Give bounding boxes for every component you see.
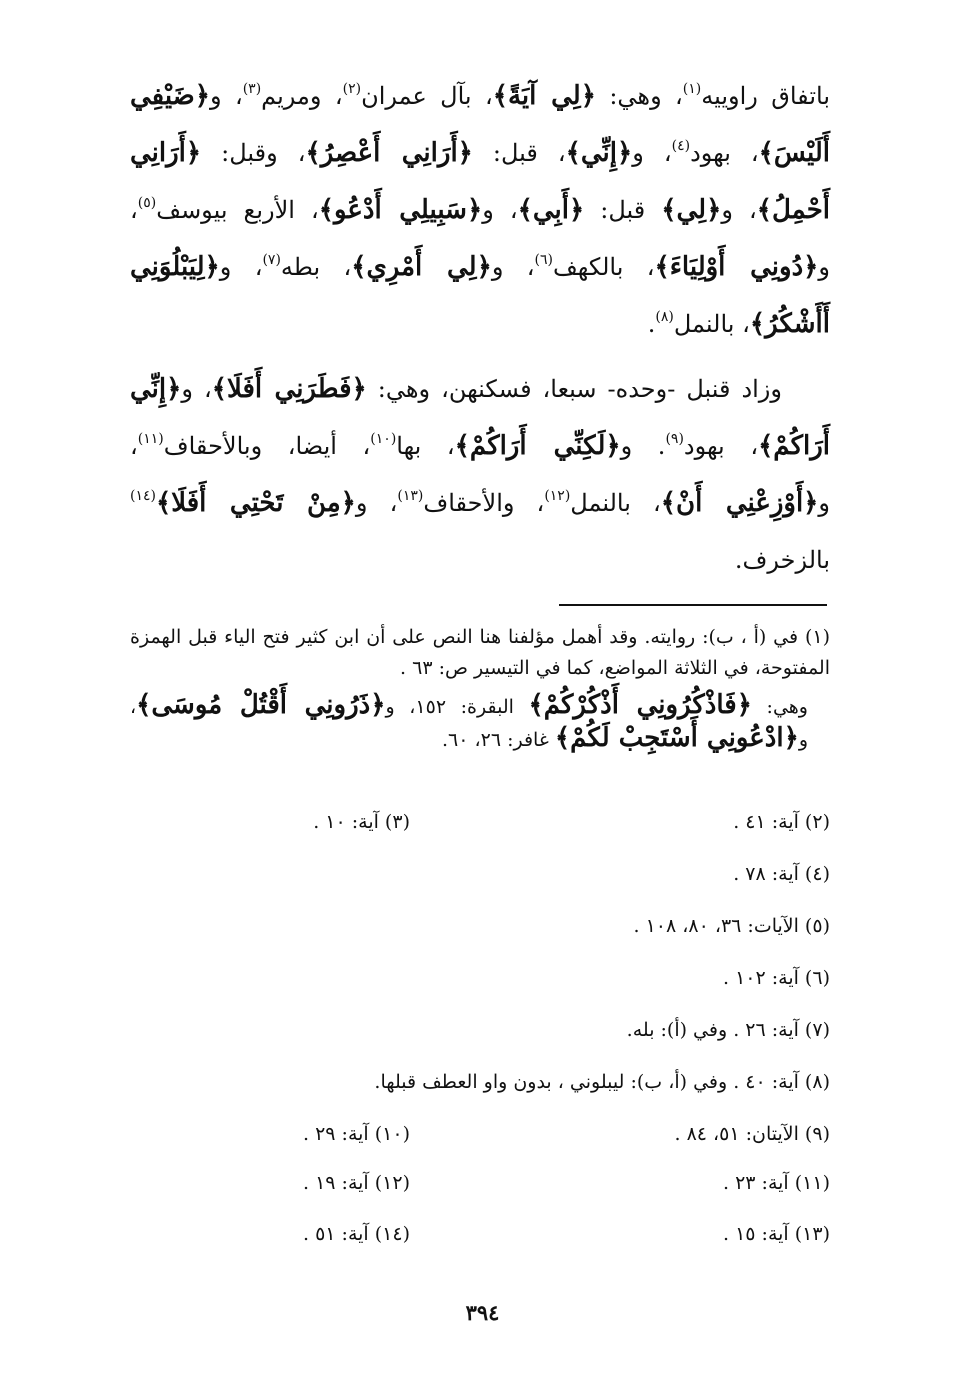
footnote-ref: (٩) [665, 431, 684, 447]
quran-phrase: ﴿فَاذْكُرُونِي أَذْكُرْكُمْ﴾ [528, 690, 752, 720]
footnote-ref: (٢) [342, 81, 362, 97]
footnote-5: (٥) الآيات: ٣٦، ٨٠، ١٠٨ . [633, 915, 830, 937]
quran-phrase: ﴿لِي﴾ [661, 195, 722, 225]
footnote-ref: (١) [682, 81, 702, 97]
footnote-13: (١٣) آية: ١٥ . [722, 1223, 830, 1245]
main-text [130, 68, 830, 589]
quran-phrase: ﴿أَبِي﴾ [517, 195, 585, 225]
footnote-1-continued: وهي: ﴿فَاذْكُرُونِي أَذْكُرْكُمْ﴾ البقرة: ١٥٢، و﴿ذَرُونِي أَقْتُلْ مُوسَى﴾، و﴿ادْعُونِي أَسْتَجِبْ لَكُمْ﴾ غافر: ٢٦، ٦٠. [130, 690, 808, 753]
quran-phrase: ﴿لِيَبْلُوَنِي أَأَشْكُرُ﴾ [130, 252, 830, 339]
footnote-9: (٩) الآيتان: ٥١، ٨٤ . [674, 1123, 830, 1145]
footnote-2: (٢) آية: ٤١ . [733, 811, 830, 833]
footnote-3: (٣) آية: ١٠ . [313, 811, 410, 833]
page-number: ٣٩٤ [465, 1300, 500, 1325]
quran-phrase: ﴿دُونِي أَوْلِيَاءَ﴾ [654, 252, 819, 282]
quran-phrase: ﴿ذَرُونِي أَقْتُلْ مُوسَى﴾ [136, 690, 386, 720]
footnote-ref: (١١) [137, 431, 164, 447]
footnote-ref: (٨) [655, 309, 674, 325]
quran-phrase: ﴿ادْعُونِي أَسْتَجِبْ لَكُمْ﴾ [554, 723, 799, 753]
footnote-ref: (١٤) [130, 488, 156, 504]
quran-phrase: ﴿إِنِّي﴾ [565, 138, 633, 168]
footnote-7: (٧) آية: ٢٦ . وفي (أ): بله. [626, 1019, 830, 1041]
footnote-ref: (١٠) [370, 431, 397, 447]
quran-phrase: ﴿إِنِّي أَرَاكُمْ﴾ [130, 374, 830, 461]
footnotes [130, 622, 830, 762]
quran-phrase: ﴿فَطَرَنِي أَفَلَا﴾ [211, 374, 367, 404]
footnote-11: (١١) آية: ٢٣ . [722, 1172, 830, 1194]
paragraph-1: باتفاق راوييه$^{(١)}$، وهي: ﴿لِي آيَةً﴾، بآل عمران$^{(٢)}$، ومريم$^{(٣)}$، و﴿ضَيْفِي أَلَيْسَ﴾، بهود$^{(٤)}$، و﴿إِنِّي﴾، قبل: ﴿أَرَانِي أَعْصِرُ﴾، وقبل: ﴿أَرَانِي أَحْمِلُ﴾، و﴿لِي﴾ قبل: ﴿أَبِي﴾، و﴿سَبِيلِي أَدْعُو﴾، الأربع بيوسف$^{(٥)}$، و﴿دُونِي أَوْلِيَاءَ﴾، بالكهف$^{(٦)}$، و﴿لِي أَمْرِي﴾، بطه$^{(٧)}$، و﴿لِيَبْلُوَنِي أَأَشْكُرُ﴾، بالنمل$^{(٨)}$. [130, 81, 831, 339]
quran-phrase: ﴿لِي أَمْرِي﴾ [351, 252, 492, 282]
quran-phrase: ﴿ضَيْفِي أَلَيْسَ﴾ [130, 81, 831, 168]
footnote-1: (١) في (أ ، ب): روايته. وقد أهمل مؤلفنا هنا النص على أن ابن كثير فتح الياء قبل الهمزة المفتوحة، في الثلاثة المواضع، كما في التيسير ص: ٦٣ . [130, 626, 830, 679]
paragraph-2: وزاد قنبل -وحده- سبعا، فسكنهن، وهي: ﴿فَطَرَنِي أَفَلَا﴾، و﴿إِنِّي أَرَاكُمْ﴾، بهود$^{(٩)}$. و﴿لَكِنِّي أَرَاكُمْ﴾، بها$^{(١٠)}$، أيضا، وبالأحقاف$^{(١١)}$، و﴿أَوْزِعْنِي أَنْ﴾، بالنمل$^{(١٢)}$، والأحقاف$^{(١٣)}$، و﴿مِنْ تَحْتِي أَفَلَا﴾$^{(١٤)}$ بالزخرف. [130, 374, 831, 574]
footnote-12: (١٢) آية: ١٩ . [302, 1172, 410, 1194]
footnote-ref: (١٢) [544, 488, 571, 504]
footnote-ref: (٦) [534, 252, 553, 268]
footnote-4: (٤) آية: ٧٨ . [733, 863, 830, 885]
footnote-ref: (٥) [137, 195, 157, 211]
quran-phrase: ﴿أَرَانِي أَحْمِلُ﴾ [130, 138, 830, 225]
quran-phrase: ﴿مِنْ تَحْتِي أَفَلَا﴾ [155, 488, 356, 518]
quran-phrase: ﴿لَكِنِّي أَرَاكُمْ﴾ [454, 431, 621, 461]
footnote-ref: (٧) [262, 252, 281, 268]
footnote-10: (١٠) آية: ٢٩ . [302, 1123, 410, 1145]
footnote-ref: (٤) [671, 138, 691, 154]
footnote-6: (٦) آية: ١٠٢ . [722, 967, 830, 989]
quran-phrase: ﴿أَرَانِي أَعْصِرُ﴾ [305, 138, 473, 168]
footnote-ref: (١٣) [397, 488, 424, 504]
footnote-14: (١٤) آية: ٥١ . [302, 1223, 410, 1245]
quran-phrase: ﴿أَوْزِعْنِي أَنْ﴾ [660, 488, 819, 518]
quran-phrase: ﴿لِي آيَةً﴾ [492, 81, 596, 111]
footnote-separator [559, 604, 827, 606]
quran-phrase: ﴿سَبِيلِي أَدْعُو﴾ [318, 195, 483, 225]
footnote-8: (٨) آية: ٤٠ . وفي (أ، ب): ليبلوني ، بدون واو العطف قبلها. [374, 1071, 830, 1093]
footnote-ref: (٣) [242, 81, 262, 97]
